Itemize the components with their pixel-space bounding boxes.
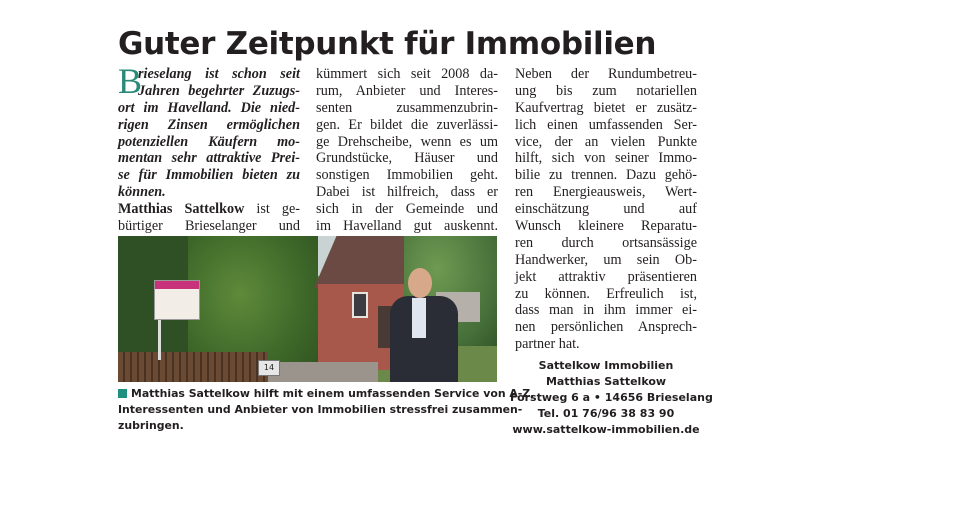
body-line: nen persönlichen Ansprech- <box>515 319 697 336</box>
body-line: Dabei ist hilfreich, dass er <box>316 184 498 201</box>
body-line: zu können. Erfreulich ist, <box>515 285 697 302</box>
photo-sign-banner <box>155 281 199 289</box>
body-line: lich einen umfassenden Ser- <box>515 116 697 133</box>
contact-block <box>510 358 713 438</box>
intro-line: rigen Zinsen ermöglichen <box>118 116 300 133</box>
body-line: ren Energieausweis, Wert- <box>515 184 697 201</box>
body-line: jekt attraktiv präsentieren <box>515 268 697 285</box>
body-line: sich in der Gemeinde und <box>316 201 498 218</box>
body-line: senten zusammenzubrin- <box>316 99 498 116</box>
body-line: Kaufvertrag bietet er zusätz- <box>515 99 697 116</box>
photo-window <box>352 292 368 318</box>
body-line: ge Drehscheibe, wenn es um <box>316 133 498 150</box>
intro-line: können. <box>118 184 166 201</box>
body-line: im Havelland gut auskennt. <box>316 218 498 235</box>
body-line: rum, Anbieter und Interes- <box>316 82 498 99</box>
photo-person-head <box>408 268 432 298</box>
contact-company: Sattelkow Immobilien <box>538 359 674 372</box>
photo-sign-post <box>158 320 161 360</box>
body-line: dass man in ihm immer ei- <box>515 302 697 319</box>
body-line: hilft, sich von seiner Immo- <box>515 150 697 167</box>
contact-address: Forstweg 6 a • 14656 Brieselang <box>510 391 713 404</box>
body-line: sonstigen Immobilien geht. <box>316 167 498 184</box>
body-line: Neben der Rundumbetreu- <box>515 66 697 82</box>
body-line: kümmert sich seit 2008 da- <box>316 66 498 82</box>
photo-caption <box>118 386 535 435</box>
contact-phone: Tel. 01 76/96 38 83 90 <box>537 407 675 420</box>
body-line: Matthias Sattelkow ist ge- <box>118 201 300 218</box>
body-line: gen. Er bildet die zuverlässi- <box>316 116 498 133</box>
body-line: ren durch ortsansässige <box>515 234 697 251</box>
body-line: vice, der an vielen Punkte <box>515 133 697 150</box>
person-name: Matthias Sattelkow <box>118 201 245 218</box>
photo-for-sale-sign <box>154 280 200 320</box>
intro-line: Jahren begehrter Zuzugs- <box>138 82 300 99</box>
body-line: Grundstücke, Häuser und <box>316 150 498 167</box>
article-column-1 <box>118 61 300 235</box>
drop-cap: B <box>118 61 143 101</box>
article-column-2 <box>316 66 498 235</box>
body-line: ung bis zum notariellen <box>515 82 697 99</box>
article-photo <box>118 236 497 382</box>
article-headline: Guter Zeitpunkt für Immobilien <box>118 26 657 62</box>
intro-line: se für Immobilien bieten zu <box>118 167 300 184</box>
body-line: partner hat. <box>515 336 580 353</box>
contact-name: Matthias Sattelkow <box>545 375 667 388</box>
body-line: Handwerker, um sein Ob- <box>515 251 697 268</box>
caption-line: zubringen. <box>118 419 184 433</box>
photo-mailbox: 14 <box>258 360 280 376</box>
caption-line: Matthias Sattelkow hilft mit einem umfassenden Service von A-Z, <box>118 386 498 402</box>
intro-line: potenziellen Käufern mo- <box>118 133 300 150</box>
body-line: einschätzung und auf <box>515 201 697 218</box>
caption-bullet-icon <box>118 389 127 398</box>
article-column-3 <box>515 66 697 353</box>
photo-fence <box>118 352 268 382</box>
caption-line: Interessenten und Anbieter von Immobilien stressfrei zusammen- <box>118 403 523 417</box>
contact-website[interactable]: www.sattelkow-immobilien.de <box>512 423 700 436</box>
intro-line: ort im Havelland. Die nied- <box>118 99 300 116</box>
photo-person-shirt <box>412 298 426 338</box>
photo-path <box>268 362 378 382</box>
intro-line: B rieselang ist schon seit <box>118 61 300 101</box>
intro-paragraph <box>118 61 300 201</box>
body-line: bürtiger Brieselanger und <box>118 218 300 235</box>
body-line: bilie zu trennen. Dazu gehö- <box>515 167 697 184</box>
body-line: Wunsch kleinere Reparatu- <box>515 218 697 235</box>
intro-line: mentan sehr attraktive Prei- <box>118 150 300 167</box>
